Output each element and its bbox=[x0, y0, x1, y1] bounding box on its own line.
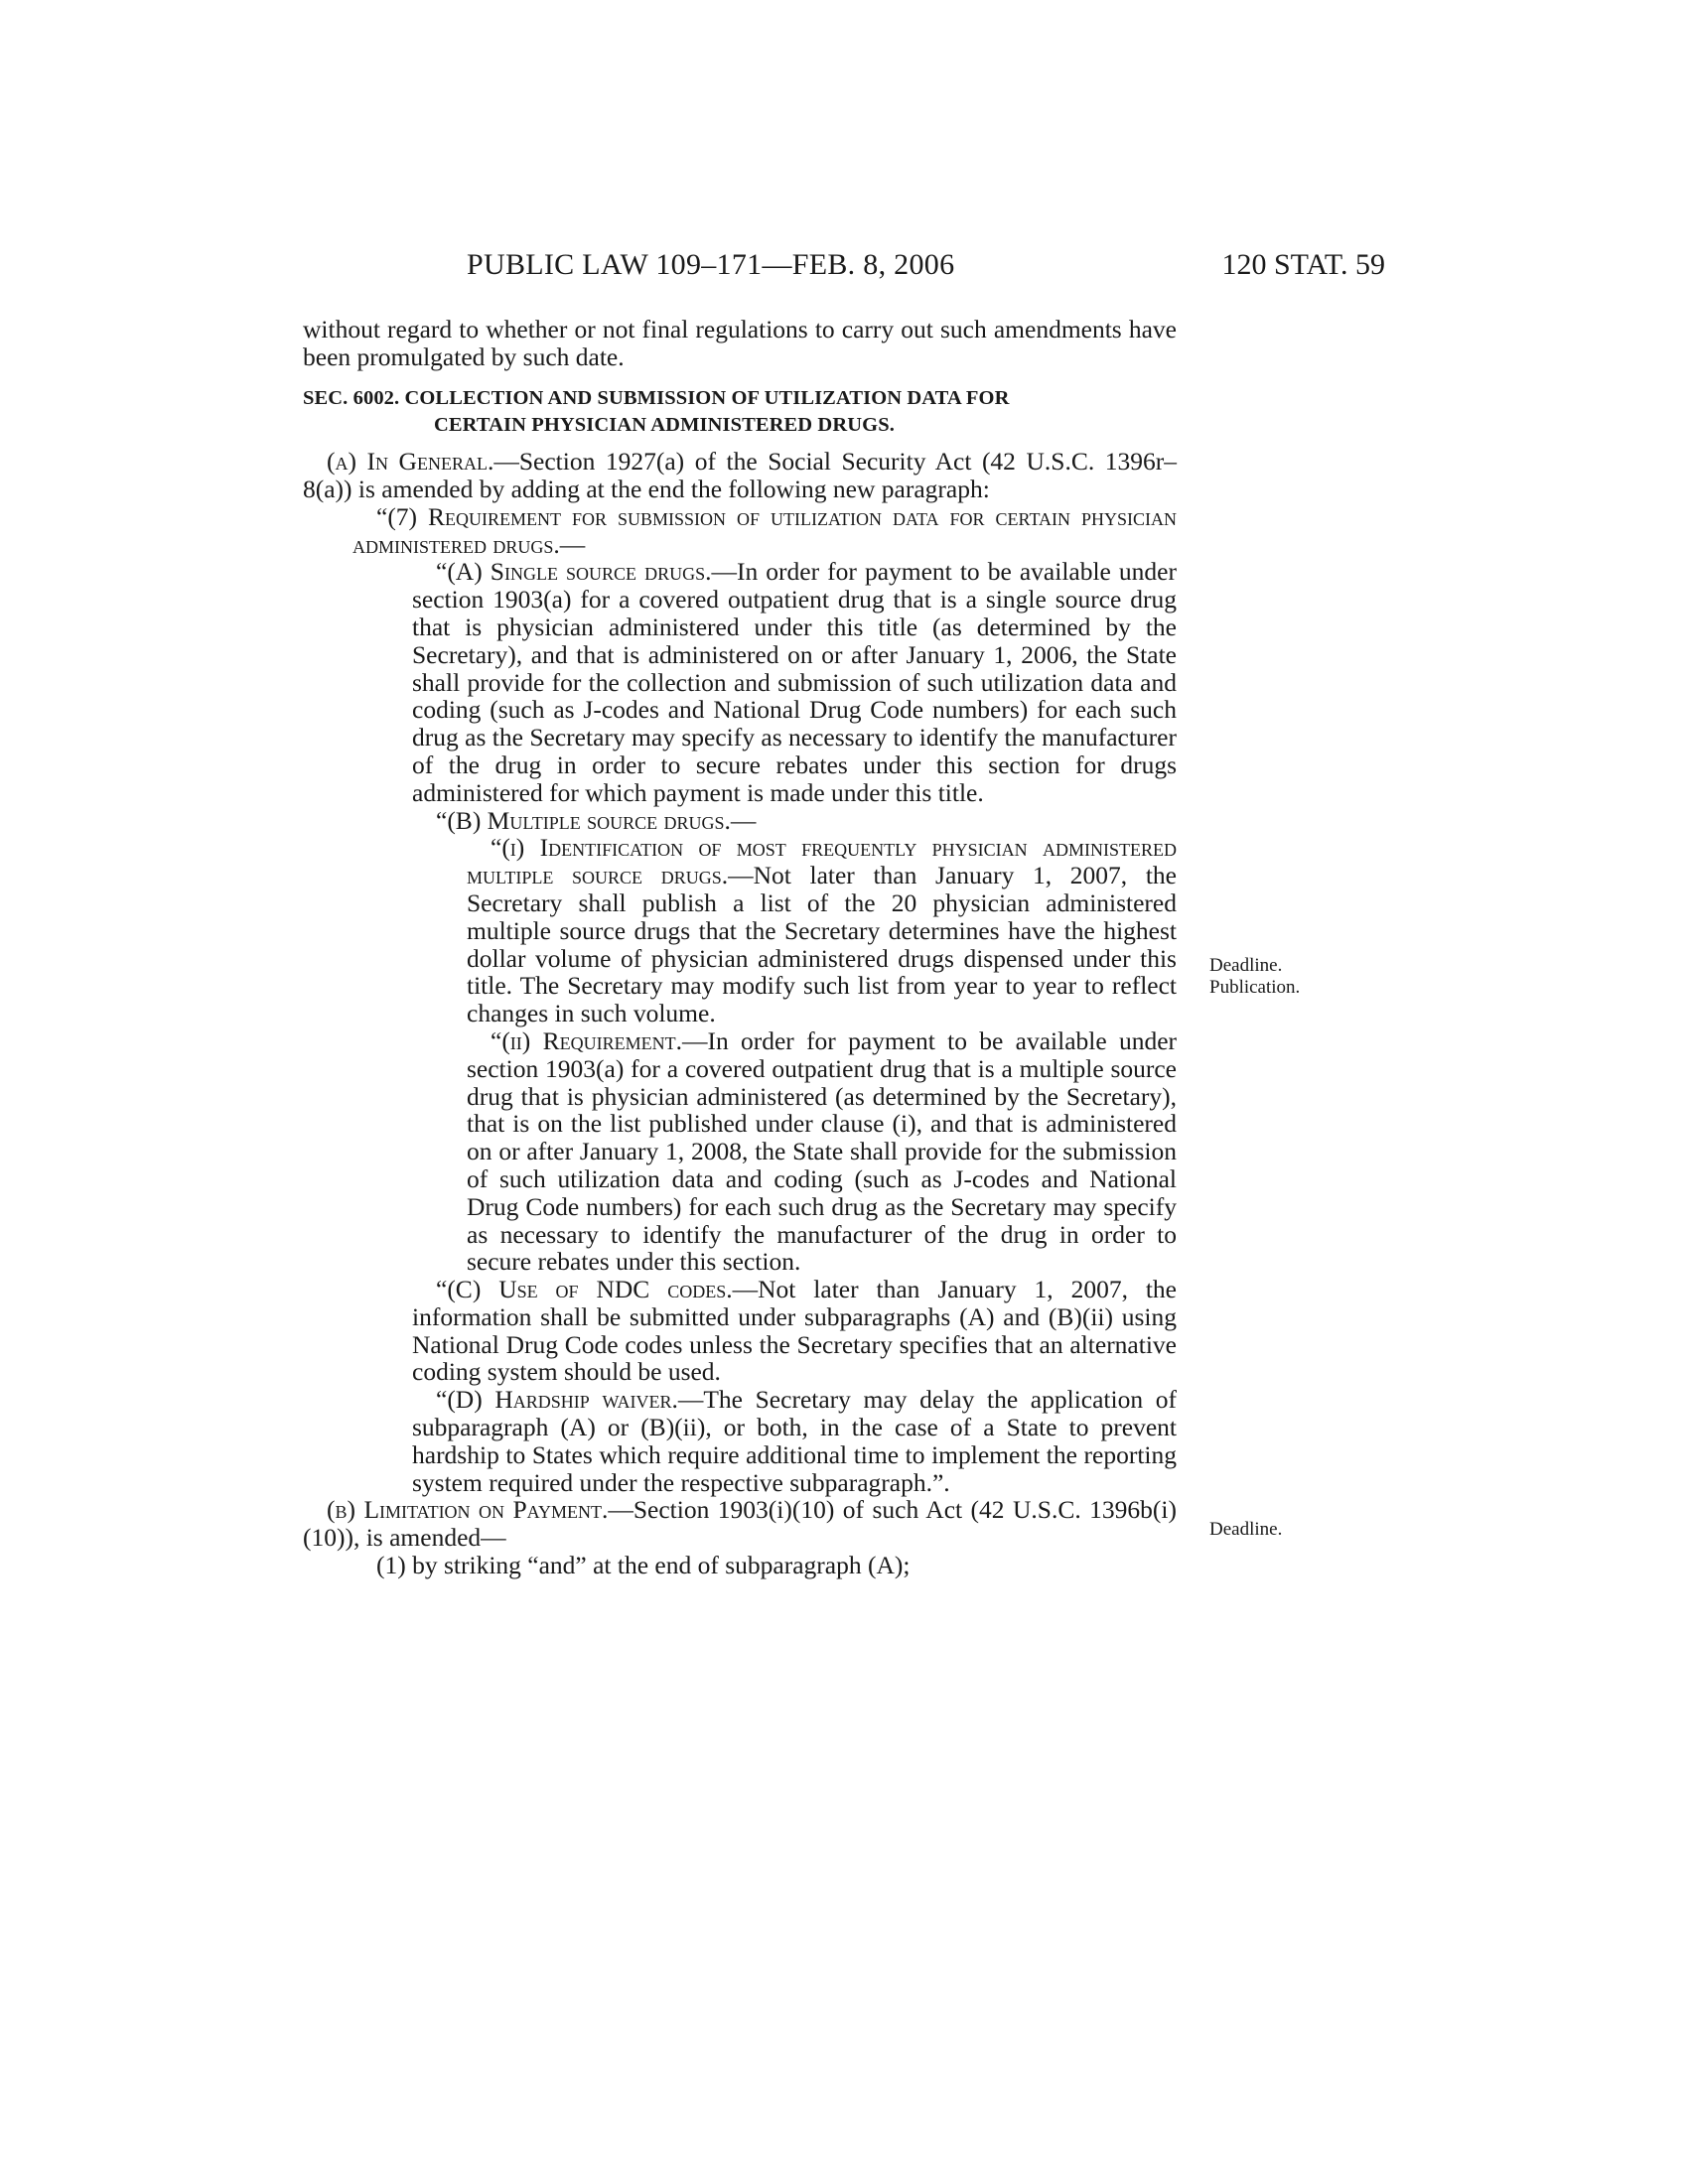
subparagraph-B-heading: “(B) Multiple source drugs. bbox=[436, 805, 731, 835]
page-header bbox=[298, 248, 1385, 288]
clause-Bii-text: —In order for payment to be available under section 1903(a) for a covered outpatient drug that is a multiple source drug that is physician administered (as determined by the Secretary), that is on the list published under clause (i), and that is administered on or after January 1, 2008, the State shall provide for the submission of such utilization data and coding (such as J-codes and National Drug Code numbers) for each such drug as the Secretary may specify as necessary to identify the manufacturer of the drug in order to secure rebates under this section. bbox=[467, 1025, 1178, 1277]
subparagraph-A-heading: “(A) Single source drugs. bbox=[436, 557, 712, 587]
section-heading-line2: CERTAIN PHYSICIAN ADMINISTERED DRUGS. bbox=[434, 414, 895, 437]
subparagraph-A bbox=[303, 558, 1177, 806]
paragraph-7-text: — bbox=[559, 529, 586, 559]
subsection-a-heading: (a) In General. bbox=[327, 447, 494, 477]
subparagraph-C-heading: “(C) Use of NDC codes. bbox=[436, 1275, 733, 1304]
clause-Bii bbox=[303, 1027, 1177, 1276]
stat-page-number: 120 STAT. 59 bbox=[1221, 248, 1385, 281]
paragraph-7 bbox=[303, 503, 1177, 559]
clause-Bi-text: —Not later than January 1, 2007, the Secretary shall publish a list of the 20 physician administered multiple source drugs that the Secretary determines have the highest dollar volume of physician administered drugs dispensed under this title. The Secretary may modify such list from year to year to reflect changes in such volume. bbox=[467, 861, 1177, 1028]
subparagraph-B bbox=[303, 807, 1177, 835]
margin-note-publication: Publication. bbox=[1209, 977, 1301, 998]
clause-Bii-heading: “(ii) Requirement. bbox=[491, 1025, 682, 1055]
section-heading bbox=[303, 385, 1177, 441]
subparagraph-D-heading: “(D) Hardship waiver. bbox=[436, 1385, 678, 1415]
running-head: PUBLIC LAW 109–171—FEB. 8, 2006 bbox=[467, 248, 955, 281]
subsection-b-text: —Section 1903(i)(10) of such Act (42 U.S.C. 1396b(i)(10)), is amended— bbox=[303, 1495, 1177, 1553]
subsection-a-text: —Section 1927(a) of the Social Security Act (42 U.S.C. 1396r–8(a)) is amended by adding at the end the following new paragraph: bbox=[303, 447, 1177, 503]
clause-Bi-heading: “(i) Identification of most frequently physician administered multiple source drugs. bbox=[467, 833, 1177, 890]
intro-paragraph: without regard to whether or not final regulations to carry out such amendments have been promulgated by such date. bbox=[303, 315, 1177, 371]
section-heading-line1: SEC. 6002. COLLECTION AND SUBMISSION OF UTILIZATION DATA FOR bbox=[303, 386, 1010, 409]
subparagraph-B-text: — bbox=[730, 805, 757, 835]
subparagraph-C-text: —Not later than January 1, 2007, the information shall be submitted under subparagraphs (A) and (B)(ii) using National Drug Code codes unless the Secretary specifies that an alternative coding system should be used. bbox=[412, 1275, 1178, 1387]
subparagraph-D bbox=[303, 1386, 1177, 1496]
paragraph-b1: (1) by striking “and” at the end of subparagraph (A); bbox=[376, 1551, 911, 1580]
paragraph-7-heading: “(7) Requirement for submission of utilization data for certain physician administered drugs. bbox=[352, 501, 1177, 559]
subparagraph-D-text: —The Secretary may delay the application of subparagraph (A) or (B)(ii), or both, in the case of a State to prevent hardship to States which require additional time to implement the reporting system required under the respective subparagraph.”. bbox=[412, 1385, 1177, 1497]
margin-note-deadline-2: Deadline. bbox=[1209, 1519, 1283, 1540]
subsection-b-heading: (b) Limitation on Payment. bbox=[327, 1495, 609, 1525]
subsection-b bbox=[303, 1496, 1177, 1552]
margin-note-deadline-publication bbox=[1209, 955, 1300, 999]
subsection-a bbox=[303, 448, 1177, 503]
clause-Bi bbox=[303, 834, 1177, 1027]
statute-body bbox=[303, 316, 1177, 1579]
margin-note-deadline: Deadline. bbox=[1209, 955, 1283, 976]
subparagraph-A-text: —In order for payment to be available under section 1903(a) for a covered outpatient drug that is a single source drug that is physician administered under this title (as determined by the Secretary), and that is administered on or after January 1, 2006, the State shall provide for the collection and submission of such utilization data and coding (such as J-codes and National Drug Code numbers) for each such drug as the Secretary may specify as necessary to identify the manufacturer of the drug in order to secure rebates under this section for drugs administered for which payment is made under this title. bbox=[412, 557, 1177, 807]
subparagraph-C bbox=[303, 1276, 1177, 1386]
